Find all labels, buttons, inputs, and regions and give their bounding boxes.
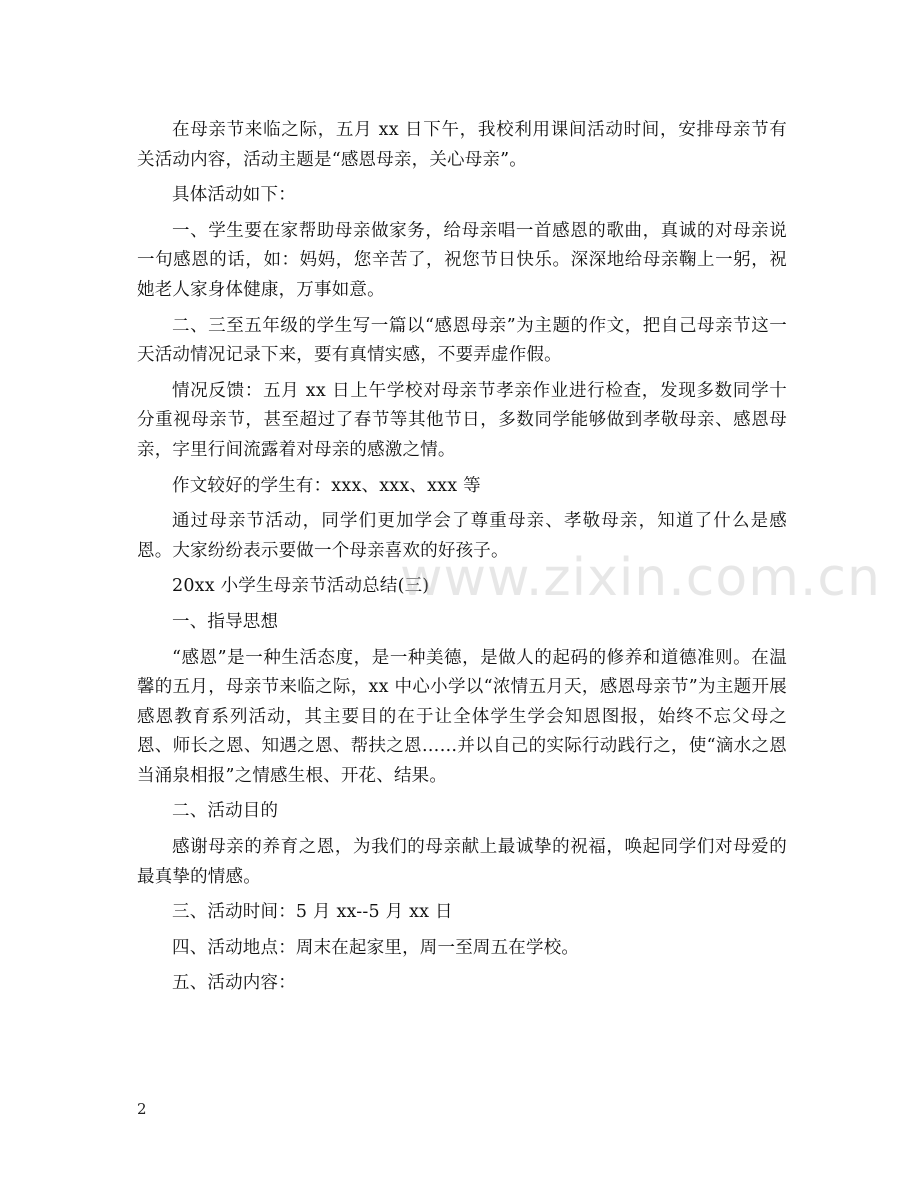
- page-number: 2: [137, 1100, 147, 1118]
- paragraph-intro: 在母亲节来临之际，五月 xx 日下午，我校利用课间活动时间，安排母亲节有关活动内容，活动主题是“感恩母亲，关心母亲”。: [137, 120, 787, 170]
- heading-activity-purpose: 二、活动目的: [172, 801, 279, 822]
- paragraph-activity-location: 四、活动地点：周末在起家里，周一至周五在学校。: [172, 937, 580, 958]
- heading-activity-content: 五、活动内容：: [172, 973, 296, 994]
- paragraph-gratitude: “感恩”是一种生活态度，是一种美德，是做人的起码的修养和道德准则。在温馨的五月，母亲节来临之际，xx 中心小学以“浓情五月天，感恩母亲节”为主题开展感恩教育系列活动，其主要目的在于让全体学生学会知恩图报，始终不忘父母之恩、师长之恩、知遇之恩、帮扶之恩……并以自己的实际行动践行之，使“滴水之恩当涌泉相报”之情感生根、开花、结果。: [137, 647, 787, 786]
- paragraph-activity-time: 三、活动时间：5 月 xx--5 月 xx 日: [172, 902, 453, 923]
- paragraph-good-essays: 作文较好的学生有：xxx、xxx、xxx 等: [172, 475, 481, 496]
- paragraph-activities-heading: 具体活动如下：: [172, 185, 296, 206]
- paragraph-purpose: 感谢母亲的养育之恩，为我们的母亲献上最诚挚的祝福，唤起同学们对母爱的最真挚的情感。: [137, 837, 787, 887]
- section-title: 20xx 小学生母亲节活动总结(三): [172, 576, 430, 597]
- paragraph-activity-one: 一、学生要在家帮助母亲做家务，给母亲唱一首感恩的歌曲，真诚的对母亲说一句感恩的话，如：妈妈，您辛苦了，祝您节日快乐。深深地给母亲鞠上一躬，祝她老人家身体健康，万事如意。: [137, 220, 787, 300]
- heading-guiding-ideology: 一、指导思想: [172, 611, 279, 632]
- paragraph-feedback: 情况反馈：五月 xx 日上午学校对母亲节孝亲作业进行检查，发现多数同学十分重视母亲节，甚至超过了春节等其他节日，多数同学能够做到孝敬母亲、感恩母亲，字里行间流露着对母亲的感激之情。: [137, 380, 787, 460]
- paragraph-conclusion: 通过母亲节活动，同学们更加学会了尊重母亲、孝敬母亲，知道了什么是感恩。大家纷纷表示要做一个母亲喜欢的好孩子。: [137, 511, 787, 561]
- watermark: www.zixin.com.cn: [400, 548, 881, 608]
- paragraph-activity-two: 二、三至五年级的学生写一篇以“感恩母亲”为主题的作文，把自己母亲节这一天活动情况记录下来，要有真情实感，不要弄虚作假。: [137, 315, 787, 366]
